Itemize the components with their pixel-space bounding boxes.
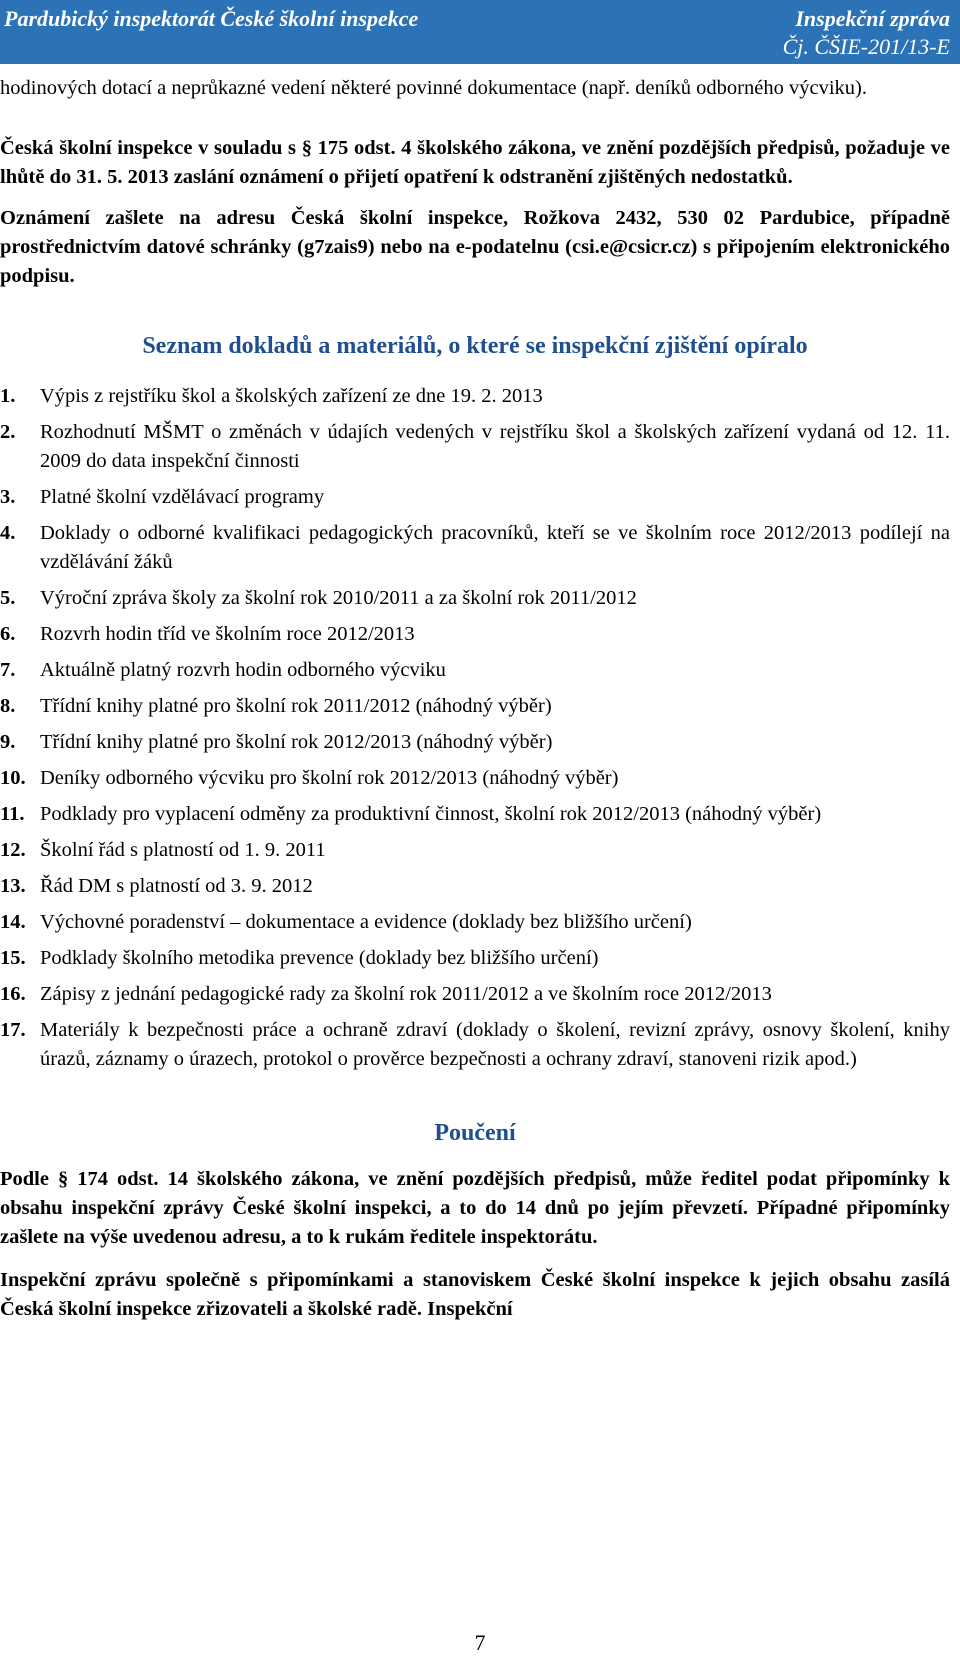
list-item-text: Materiály k bezpečnosti práce a ochraně zdraví (doklady o školení, revizní zprávy, osnovy školení, knihy úrazů, záznamy o úrazech, protokol o prověrce bezpečnosti a ochrany zdraví, stanoveni rizik apod.) <box>40 1019 950 1070</box>
document-body <box>0 74 950 1324</box>
list-item-text: Rozhodnutí MŠMT o změnách v údajích vedených v rejstříku škol a školských zařízení vydaná od 12. 11. 2009 do data inspekční činnosti <box>40 421 950 472</box>
documents-section-title: Seznam dokladů a materiálů, o které se inspekční zjištění opíralo <box>142 333 808 359</box>
list-item-number: 13. <box>0 875 26 897</box>
list-item-text: Třídní knihy platné pro školní rok 2012/2013 (náhodný výběr) <box>40 731 553 753</box>
paragraph-address: Oznámení zašlete na adresu Česká školní inspekce, Rožkova 2432, 530 02 Pardubice, případně prostřednictvím datové schránky (g7zais9) nebo na e-podatelnu (csi.e@csicr.cz) s připojením elektronického podpisu. <box>0 207 950 287</box>
list-item-number: 12. <box>0 839 26 861</box>
list-item-number: 6. <box>0 623 16 645</box>
list-item-text: Školní řád s platností od 1. 9. 2011 <box>40 839 326 861</box>
list-item <box>0 800 950 829</box>
list-item <box>0 620 950 649</box>
page-number: 7 <box>474 1630 486 1655</box>
list-item <box>0 980 950 1009</box>
list-item <box>0 836 950 865</box>
list-item-number: 8. <box>0 695 16 717</box>
page-header <box>0 0 960 64</box>
list-item-text: Platné školní vzdělávací programy <box>40 486 325 508</box>
list-item <box>0 418 950 476</box>
list-item-number: 15. <box>0 947 26 969</box>
list-item <box>0 656 950 685</box>
list-item-number: 17. <box>0 1019 26 1041</box>
list-item <box>0 483 950 512</box>
list-item <box>0 692 950 721</box>
list-item <box>0 764 950 793</box>
list-item-text: Deníky odborného výcviku pro školní rok 2012/2013 (náhodný výběr) <box>40 767 619 789</box>
list-item-text: Aktuálně platný rozvrh hodin odborného výcviku <box>40 659 446 681</box>
list-item-text: Rozvrh hodin tříd ve školním roce 2012/2013 <box>40 623 415 645</box>
list-item-number: 3. <box>0 486 16 508</box>
documents-list <box>0 382 950 1074</box>
list-item <box>0 728 950 757</box>
pouceni-title: Poučení <box>434 1120 516 1146</box>
list-item-number: 7. <box>0 659 16 681</box>
list-item-text: Výchovné poradenství – dokumentace a evidence (doklady bez bližšího určení) <box>40 911 692 933</box>
header-inspectorate: Pardubický inspektorát České školní inspekce <box>4 6 419 31</box>
list-item <box>0 519 950 577</box>
list-item <box>0 1016 950 1074</box>
list-item-number: 14. <box>0 911 26 933</box>
list-item <box>0 908 950 937</box>
list-item-number: 1. <box>0 385 16 407</box>
list-item-text: Zápisy z jednání pedagogické rady za školní rok 2011/2012 a ve školním roce 2012/2013 <box>40 983 772 1005</box>
pouceni-paragraph-2: Inspekční zprávu společně s připomínkami a stanoviskem České školní inspekce k jejich obsahu zasílá Česká školní inspekce zřizovateli a školské radě. Inspekční <box>0 1269 950 1320</box>
list-item-number: 4. <box>0 522 16 544</box>
header-report-title: Inspekční zpráva <box>795 6 950 31</box>
list-item-number: 11. <box>0 803 25 825</box>
list-item-number: 2. <box>0 421 16 443</box>
pouceni-paragraph-1: Podle § 174 odst. 14 školského zákona, ve znění pozdějších předpisů, může ředitel podat připomínky k obsahu inspekční zprávy České školní inspekci, a to do 14 dnů po jejím převzetí. Případné připomínky zašlete na výše uvedenou adresu, a to k rukám ředitele inspektorátu. <box>0 1168 950 1248</box>
list-item-text: Podklady pro vyplacení odměny za produktivní činnost, školní rok 2012/2013 (náhodný výběr) <box>40 803 822 825</box>
list-item-text: Výpis z rejstříku škol a školských zařízení ze dne 19. 2. 2013 <box>40 385 543 407</box>
list-item-text: Doklady o odborné kvalifikaci pedagogických pracovníků, kteří se ve školním roce 2012/2013 podílejí na vzdělávání žáků <box>40 522 950 573</box>
list-item-number: 9. <box>0 731 16 753</box>
paragraph-deficiencies: hodinových dotací a neprůkazné vedení některé povinné dokumentace (např. deníků odborného výcviku). <box>0 77 867 99</box>
list-item <box>0 584 950 613</box>
paragraph-requirement: Česká školní inspekce v souladu s § 175 odst. 4 školského zákona, ve znění pozdějších předpisů, požaduje ve lhůtě do 31. 5. 2013 zaslání oznámení o přijetí opatření k odstranění zjištěných nedostatků. <box>0 137 950 188</box>
list-item-text: Podklady školního metodika prevence (doklady bez bližšího určení) <box>40 947 599 969</box>
list-item <box>0 382 950 411</box>
list-item-number: 5. <box>0 587 16 609</box>
list-item-text: Třídní knihy platné pro školní rok 2011/2012 (náhodný výběr) <box>40 695 552 717</box>
list-item-number: 16. <box>0 983 26 1005</box>
list-item-number: 10. <box>0 767 26 789</box>
list-item-text: Výroční zpráva školy za školní rok 2010/2011 a za školní rok 2011/2012 <box>40 587 637 609</box>
header-reference-number: Čj. ČŠIE-201/13-E <box>782 34 950 59</box>
list-item <box>0 944 950 973</box>
list-item-text: Řád DM s platností od 3. 9. 2012 <box>40 875 313 897</box>
list-item <box>0 872 950 901</box>
